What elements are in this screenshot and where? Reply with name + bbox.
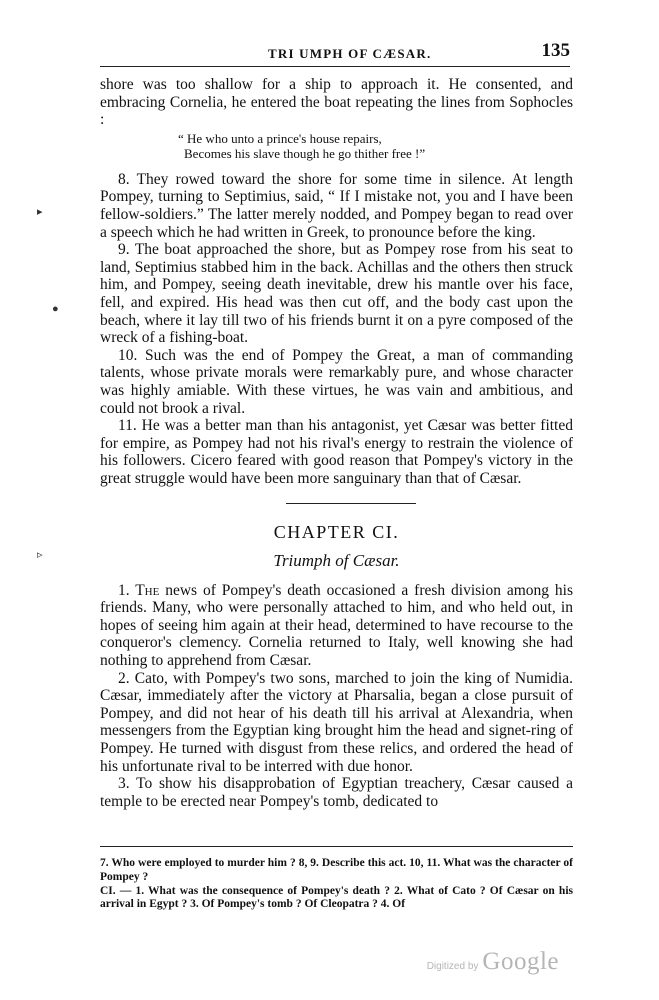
chapter-paragraph-2: 2. Cato, with Pompey's two sons, marched to join the king of Numidia. Cæsar, immediately after the victory at Pharsalia, began a close pursuit of Pompey, and did not hear of his death till his arrival at Alexandria, when messengers from the Egyptian king brought him the head and signet-ring of Pompey. He turned with disgust from these relics, and ordered the head of his unfortunate rival to be interred with due honor. [100,669,573,775]
sophocles-quote [178,131,573,161]
digitized-watermark [427,948,559,976]
running-header [100,40,570,67]
body-text [100,76,573,810]
google-logo: Google [482,948,559,975]
paragraph-11: 11. He was a better man than his antagonist, yet Cæsar was better fitted for empire, as Pompey had not his rival's energy to restrain the violence of his followers. Cicero feared with good reason that Pompey's victory in the great struggle would have been more sanguinary than that of Cæsar. [100,417,573,487]
quote-line-1: “ He who unto a prince's house repairs, [178,130,382,146]
margin-tick-icon: ▹ [37,549,43,561]
page-number: 135 [541,40,570,61]
footnote-line-2: CI. — 1. What was the consequence of Pompey's death ? 2. What of Cato ? Of Cæsar on his arrival in Egypt ? 3. Of Pompey's tomb ? Of Cleopatra ? 4. Of [100,884,573,911]
quote-line-2: Becomes his slave though he go thither free !” [184,145,426,161]
chapter-heading: CHAPTER CI. [273,522,400,543]
study-questions [100,846,573,912]
watermark-prefix: Digitized by [426,961,479,972]
section-divider [286,503,416,504]
chapter-subtitle: Triumph of Cæsar. [273,551,400,571]
margin-dot-icon: ● [52,303,59,315]
running-title: TRI UMPH OF CÆSAR. [268,46,432,61]
continued-paragraph: shore was too shallow for a ship to approach it. He consented, and embracing Cornelia, he entered the boat repeating the lines from Sophocles : [100,76,573,129]
footnote-line-1: 7. Who were employed to murder him ? 8, 9. Describe this act. 10, 11. What was the character of Pompey ? [100,857,573,883]
chapter-paragraph-3: 3. To show his disapprobation of Egyptian treachery, Cæsar caused a temple to be erected near Pompey's tomb, dedicated to [100,775,573,810]
paragraph-8: 8. They rowed toward the shore for some time in silence. At length Pompey, turning to Septimius, said, “ If I mistake not, you and I have been fellow-soldiers.” The latter merely nodded, and Pompey began to read over a speech which he had written in Greek, to pronounce before the king. [100,170,573,241]
paragraph-10: 10. Such was the end of Pompey the Great, a man of commanding talents, whose private morals were remarkably pure, and whose character was highly amiable. With these virtues, he was vain and ambitious, and could not brook a rival. [100,346,573,417]
chapter-paragraph-1 [100,582,573,670]
paragraph-1-text: news of Pompey's death occasioned a fresh division among his friends. Many, who were personally attached to him, and who held out, in hopes of seeing him again at their head, determined to have recourse to the conqueror's clemency. Cornelia returned to Italy, well knowing she had nothing to apprehend from Cæsar. [100,581,573,670]
paragraph-9: 9. The boat approached the shore, but as Pompey rose from his seat to land, Septimius stabbed him in the back. Achillas and the others then struck him, and Pompey, seeing death inevitable, drew his mantle over his face, fell, and expired. His head was then cut off, and the body cast upon the beach, where it lay till two of his friends burnt it on a pyre composed of the wreck of a fishing-boat. [100,241,573,347]
margin-arrow-icon: ▸ [37,206,43,218]
paragraph-lead-in: 1. The [118,581,160,599]
